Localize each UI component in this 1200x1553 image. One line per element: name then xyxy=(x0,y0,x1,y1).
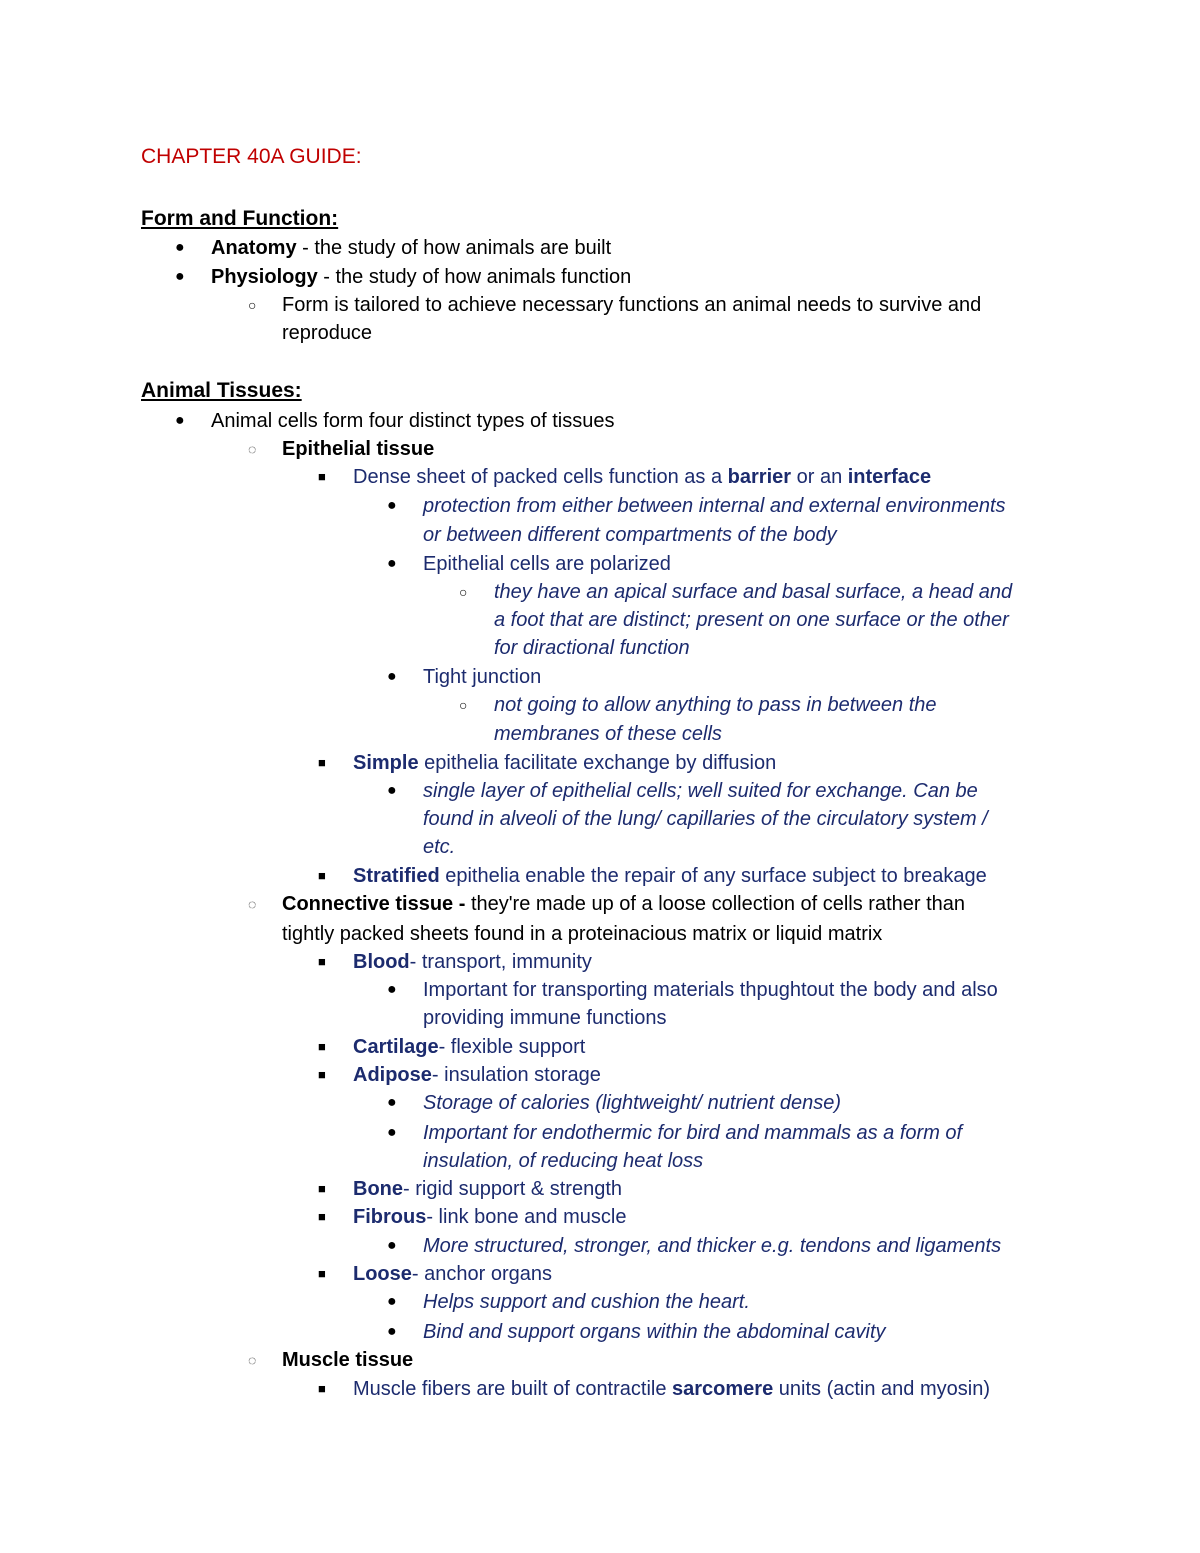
bullet-disc-icon: ● xyxy=(175,412,185,429)
fibrous-line xyxy=(353,1203,626,1231)
bullet-square-icon: ■ xyxy=(318,469,326,484)
blood-line-1: Important for transporting materials thpughtout the body and also xyxy=(423,979,998,1001)
term-anatomy: Anatomy xyxy=(211,237,297,259)
term-interface: interface xyxy=(847,466,932,488)
bone-line xyxy=(353,1175,622,1203)
bullet-dotted-circle-icon: ◌ xyxy=(248,441,257,457)
bullet-square-icon: ■ xyxy=(318,954,326,969)
term-simple: Simple xyxy=(353,752,419,774)
bullet-square-icon: ■ xyxy=(318,1039,326,1054)
bullet-disc-icon: ● xyxy=(387,555,397,572)
def-cartilage: - flexible support xyxy=(438,1036,586,1058)
tissues-intro: Animal cells form four distinct types of tissues xyxy=(211,410,615,432)
connective-heading: Connective tissue - xyxy=(282,893,471,915)
protection-line-2: or between different compartments of the body xyxy=(423,524,837,546)
bullet-square-icon: ■ xyxy=(318,755,326,770)
bullet-circle-icon: ○ xyxy=(248,297,257,313)
term-bone: Bone xyxy=(353,1178,403,1200)
term-adipose: Adipose xyxy=(353,1064,432,1086)
form-note-line-1: Form is tailored to achieve necessary functions an animal needs to survive and xyxy=(282,294,982,316)
term-sarcomere: sarcomere xyxy=(672,1378,774,1400)
heading-animal-tissues: Animal Tissues: xyxy=(141,379,302,402)
loose-line xyxy=(353,1260,552,1288)
bullet-square-icon: ■ xyxy=(318,1381,326,1396)
stratified-line xyxy=(353,862,987,890)
bullet-dotted-circle-icon: ◌ xyxy=(248,896,257,912)
single-line-1: single layer of epithelial cells; well suited for exchange. Can be xyxy=(423,780,978,802)
def-adipose: - insulation storage xyxy=(431,1064,601,1086)
def-stratified: epithelia enable the repair of any surface subject to breakage xyxy=(439,865,987,887)
bullet-circle-icon: ○ xyxy=(459,584,468,600)
bullet-disc-icon: ● xyxy=(387,782,397,799)
dense-text: Dense sheet of packed cells function as a xyxy=(353,466,728,488)
bullet-disc-icon: ● xyxy=(387,668,397,685)
def-anatomy: - the study of how animals are built xyxy=(296,237,612,259)
connective-desc-2: tightly packed sheets found in a proteinacious matrix or liquid matrix xyxy=(282,923,883,945)
loose-line-2: Bind and support organs within the abdominal cavity xyxy=(423,1321,886,1343)
bullet-disc-icon: ● xyxy=(387,1293,397,1310)
chapter-title: CHAPTER 40A GUIDE: xyxy=(141,145,362,168)
muscle-heading: Muscle tissue xyxy=(282,1349,414,1371)
form-note-line-2: reproduce xyxy=(282,322,373,344)
tight-junction-line: Tight junction xyxy=(423,666,542,688)
adipose-line xyxy=(353,1061,601,1089)
bullet-disc-icon: ● xyxy=(387,1094,397,1111)
polarized-line: Epithelial cells are polarized xyxy=(423,553,671,575)
bullet-square-icon: ■ xyxy=(318,1209,326,1224)
single-line-3: etc. xyxy=(423,836,456,858)
apical-line-2: a foot that are distinct; present on one surface or the other xyxy=(494,609,1009,631)
term-blood: Blood xyxy=(353,951,410,973)
epithelial-heading: Epithelial tissue xyxy=(282,438,435,460)
tight-line-2: membranes of these cells xyxy=(494,723,722,745)
term-fibrous: Fibrous xyxy=(353,1206,427,1228)
bullet-disc-icon: ● xyxy=(175,268,185,285)
fibers-text-a: Muscle fibers are built of contractile xyxy=(353,1378,673,1400)
adipose-line-2a: Important for endothermic for bird and mammals as a form of xyxy=(423,1122,963,1144)
bullet-dotted-circle-icon: ◌ xyxy=(248,1352,257,1368)
single-line-2: found in alveoli of the lung/ capillaries of the circulatory system / xyxy=(423,808,988,830)
bullet-square-icon: ■ xyxy=(318,868,326,883)
connective-heading-line xyxy=(282,890,965,918)
term-loose: Loose xyxy=(353,1263,412,1285)
apical-line-1: they have an apical surface and basal surface, a head and xyxy=(494,581,1013,603)
simple-line xyxy=(353,749,776,777)
dense-or: or an xyxy=(791,466,848,488)
term-physiology: Physiology xyxy=(211,266,318,288)
apical-line-3: for diractional function xyxy=(494,637,690,659)
blood-line-2: providing immune functions xyxy=(423,1007,667,1029)
bullet-square-icon: ■ xyxy=(318,1181,326,1196)
heading-form-function: Form and Function: xyxy=(141,207,339,230)
blood-line xyxy=(353,948,592,976)
epithelial-dense-line xyxy=(353,463,931,491)
def-bone: - rigid support & strength xyxy=(403,1178,622,1200)
bullet-disc-icon: ● xyxy=(387,1124,397,1141)
bullet-disc-icon: ● xyxy=(387,1237,397,1254)
def-blood: - transport, immunity xyxy=(409,951,592,973)
term-cartilage: Cartilage xyxy=(353,1036,439,1058)
cartilage-line xyxy=(353,1033,585,1061)
connective-desc-1: they're made up of a loose collection of cells rather than xyxy=(470,893,966,915)
muscle-fibers-line xyxy=(353,1375,990,1403)
list-item-anatomy xyxy=(211,234,611,262)
list-item-physiology xyxy=(211,263,631,291)
adipose-line-2b: insulation, of reducing heat loss xyxy=(423,1150,704,1172)
bullet-circle-icon: ○ xyxy=(459,697,468,713)
def-simple: epithelia facilitate exchange by diffusion xyxy=(418,752,777,774)
def-physiology: - the study of how animals function xyxy=(317,266,632,288)
term-stratified: Stratified xyxy=(353,865,440,887)
bullet-disc-icon: ● xyxy=(387,497,397,514)
def-fibrous: - link bone and muscle xyxy=(426,1206,627,1228)
adipose-line-1: Storage of calories (lightweight/ nutrient dense) xyxy=(423,1092,842,1114)
tight-line-1: not going to allow anything to pass in between the xyxy=(494,694,937,716)
bullet-square-icon: ■ xyxy=(318,1067,326,1082)
loose-line-1: Helps support and cushion the heart. xyxy=(423,1291,750,1313)
fibers-text-b: units (actin and myosin) xyxy=(773,1378,990,1400)
term-barrier: barrier xyxy=(727,466,792,488)
bullet-square-icon: ■ xyxy=(318,1266,326,1281)
fibrous-line-1: More structured, stronger, and thicker e.g. tendons and ligaments xyxy=(423,1235,1002,1257)
bullet-disc-icon: ● xyxy=(387,981,397,998)
bullet-disc-icon: ● xyxy=(175,239,185,256)
bullet-disc-icon: ● xyxy=(387,1323,397,1340)
def-loose: - anchor organs xyxy=(411,1263,552,1285)
protection-line-1: protection from either between internal and external environments xyxy=(423,495,1006,517)
